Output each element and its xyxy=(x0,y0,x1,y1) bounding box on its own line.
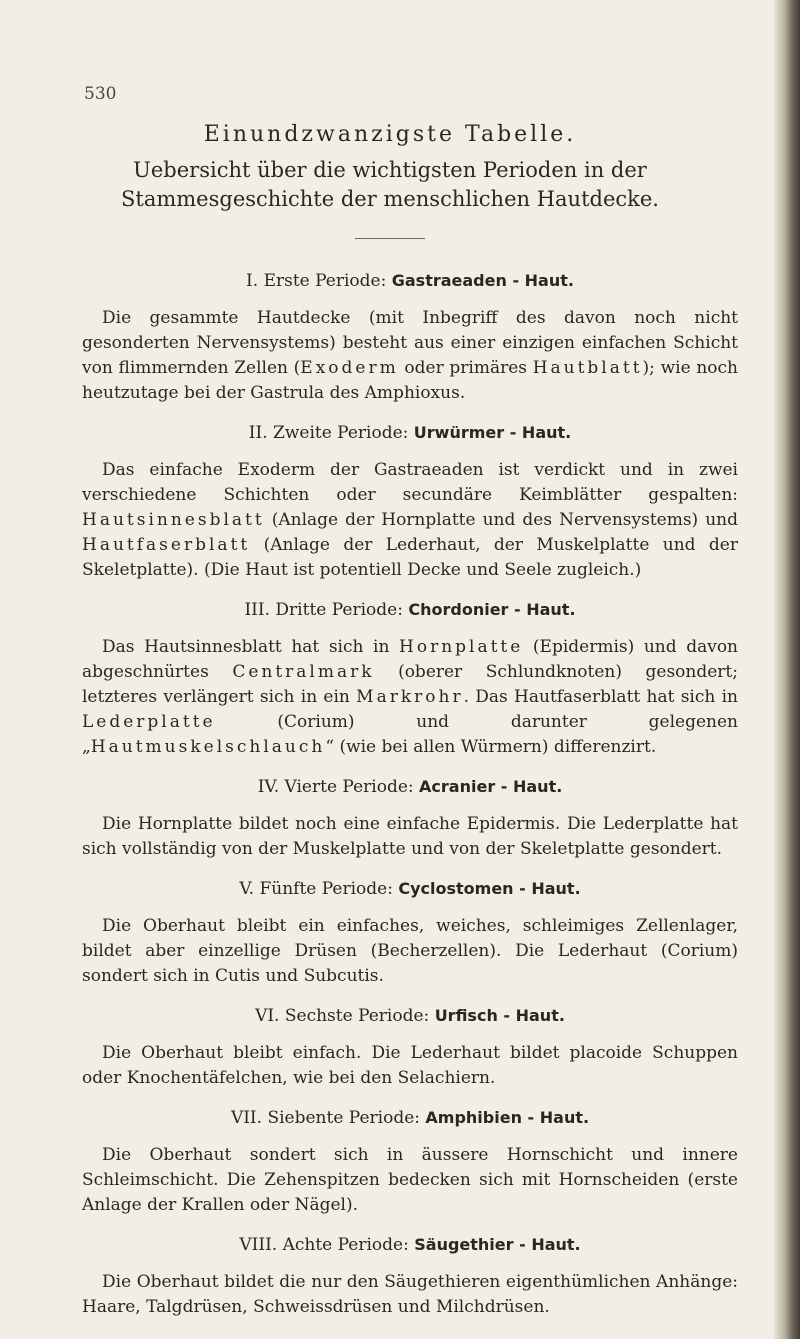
period-description xyxy=(82,1041,738,1091)
text-run: Die Oberhaut bleibt ein einfaches, weiches, schleimiges Zellenlager, bildet aber einzellige Drüsen (Becherzellen). Die Lederhaut (Corium) sondert sich in Cutis und Subcutis. xyxy=(82,916,738,986)
text-run: (Epidermis) und davon abgeschnürtes xyxy=(82,637,738,682)
period-label: Dritte Periode: xyxy=(275,600,409,620)
period-description xyxy=(82,914,738,989)
period-label: Sechste Periode: xyxy=(284,1006,435,1026)
text-run: oder primäres xyxy=(398,358,533,378)
page-edge-shadow xyxy=(774,0,800,1339)
period-name: Chordonier - Haut. xyxy=(408,600,576,619)
table-subtitle: Uebersicht über die wichtigsten Perioden in der Stammesgeschichte der menschlichen Hautdecke. xyxy=(121,158,659,211)
period-name: Urfisch - Haut. xyxy=(434,1006,565,1025)
period-description xyxy=(82,812,738,862)
period-description xyxy=(82,1143,738,1218)
text-run: Das Hautsinnesblatt hat sich in xyxy=(102,637,400,657)
period-label: Vierte Periode: xyxy=(284,777,420,797)
text-run: Die Hornplatte bildet noch eine einfache Epidermis. Die Lederplatte hat sich vollständig von der Muskelplatte und von der Skeletplatte gesondert. xyxy=(82,814,738,859)
table-title: Einundzwanzigste Tabelle. xyxy=(203,122,577,147)
period-number: IV. xyxy=(257,777,285,797)
period-heading xyxy=(82,268,738,294)
text-run: “ (wie bei allen Würmern) differenzirt. xyxy=(325,737,657,757)
period-heading xyxy=(82,420,738,446)
period-heading xyxy=(82,876,738,902)
spaced-term: Centralmark xyxy=(232,662,375,682)
period-description xyxy=(82,1270,738,1320)
period-heading xyxy=(82,1232,738,1258)
spaced-term: Hornplatte xyxy=(399,637,524,657)
spaced-term: Markrohr xyxy=(356,687,464,707)
period-description xyxy=(82,306,738,406)
divider-rule xyxy=(355,238,425,239)
period-heading xyxy=(82,1105,738,1131)
period-label: Fünfte Periode: xyxy=(259,879,399,899)
text-run: ); wie noch heutzutage bei der Gastrula des Amphioxus. xyxy=(82,358,738,403)
period-name: Säugethier - Haut. xyxy=(414,1235,581,1254)
spaced-term: Hautblatt xyxy=(532,358,643,378)
text-run: (oberer Schlundknoten) gesondert; letzteres verlängert sich in ein xyxy=(82,662,738,707)
period-description xyxy=(82,635,738,760)
period-heading xyxy=(82,597,738,623)
period-description xyxy=(82,458,738,583)
period-name: Urwürmer - Haut. xyxy=(413,423,572,442)
period-number: III. xyxy=(244,600,276,620)
period-number: V. xyxy=(239,879,260,899)
period-number: VI. xyxy=(255,1006,285,1026)
text-run: (Anlage der Hornplatte und des Nervensystems) und xyxy=(264,510,738,530)
text-run: . Das Hautfaserblatt hat sich in xyxy=(463,687,738,707)
period-label: Siebente Periode: xyxy=(267,1108,426,1128)
period-label: Zweite Periode: xyxy=(273,423,414,443)
period-label: Achte Periode: xyxy=(282,1235,415,1255)
text-run: Die Oberhaut sondert sich in äussere Hornschicht und innere Schleimschicht. Die Zehenspitzen bedecken sich mit Hornscheiden (erste Anlage der Krallen oder Nägel). xyxy=(82,1145,738,1215)
text-run: (Anlage der Lederhaut, der Muskelplatte und der Skeletplatte). (Die Haut ist potentiell Decke und Seele zugleich.) xyxy=(82,535,738,580)
text-run: Die Oberhaut bleibt einfach. Die Lederhaut bildet placoide Schuppen oder Knochentäfelchen, wie bei den Selachiern. xyxy=(82,1043,738,1088)
spaced-term: Exoderm xyxy=(300,358,399,378)
text-run: Das einfache Exoderm der Gastraeaden ist verdickt und in zwei verschiedene Schichten oder secundäre Keimblätter gespalten: xyxy=(82,460,738,505)
spaced-term: Hautmuskelschlauch xyxy=(90,737,326,757)
period-number: II. xyxy=(248,423,274,443)
text-run: (Corium) und darunter gelegenen „ xyxy=(82,712,738,757)
spaced-term: Lederplatte xyxy=(82,712,216,732)
period-name: Gastraeaden - Haut. xyxy=(391,271,574,290)
spaced-term: Hautfaserblatt xyxy=(82,535,251,555)
period-number: VII. xyxy=(230,1108,268,1128)
period-number: I. xyxy=(246,271,264,291)
text-run: Die gesammte Hautdecke (mit Inbegriff des davon noch nicht gesonderten Nervensystems) besteht aus einer einzigen einfachen Schicht von flimmernden Zellen ( xyxy=(82,308,738,378)
period-name: Acranier - Haut. xyxy=(419,777,563,796)
text-run: Die Oberhaut bildet die nur den Säugethieren eigenthümlichen Anhänge: Haare, Talgdrüsen, Schweissdrüsen und Milchdrüsen. xyxy=(82,1272,738,1317)
period-heading xyxy=(82,774,738,800)
period-name: Cyclostomen - Haut. xyxy=(398,879,581,898)
period-label: Erste Periode: xyxy=(263,271,392,291)
period-heading xyxy=(82,1003,738,1029)
period-name: Amphibien - Haut. xyxy=(425,1108,590,1127)
spaced-term: Hautsinnesblatt xyxy=(82,510,265,530)
period-number: VIII. xyxy=(239,1235,283,1255)
periods-list xyxy=(82,268,738,1334)
page-number: 530 xyxy=(84,84,117,104)
